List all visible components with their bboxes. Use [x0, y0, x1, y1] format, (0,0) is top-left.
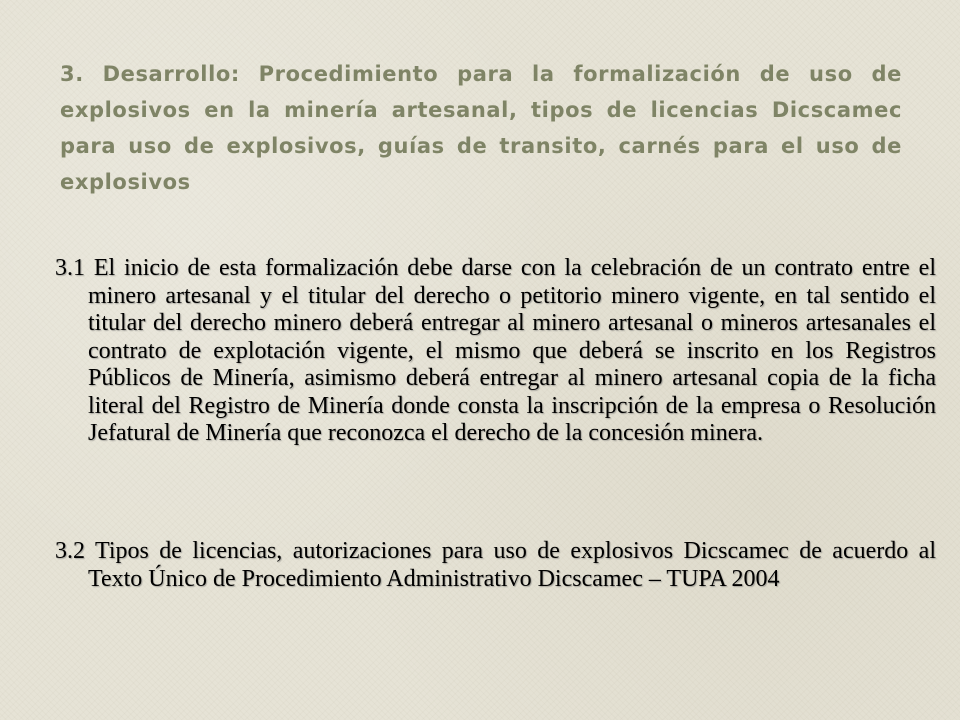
paragraph-3-1: 3.1 El inicio de esta formalización debe darse con la celebración de un contrato entre el minero artesanal y el titular del derecho o petitorio minero vigente, en tal sentido el titular del derecho minero deberá entregar al minero artesanal o mineros artesanales el contrato de explotación vigente, el mismo que deberá se inscrito en los Registros Públicos de Minería, asimismo deberá entregar al minero artesanal copia de la ficha literal del Registro de Minería donde consta la inscripción de la empresa o Resolución Jefatural de Minería que reconozca el derecho de la concesión minera. — [55, 255, 936, 446]
slide-title: 3. Desarrollo: Procedimiento para la formalización de uso de explosivos en la minería artesanal, tipos de licencias Dicscamec para uso de explosivos, guías de transito, carnés para el uso de explosivos — [60, 62, 902, 194]
paragraph-3-2: 3.2 Tipos de licencias, autorizaciones para uso de explosivos Dicscamec de acuerdo al Texto Único de Procedimiento Administrativo Dicscamec – TUPA 2004 — [55, 538, 936, 592]
